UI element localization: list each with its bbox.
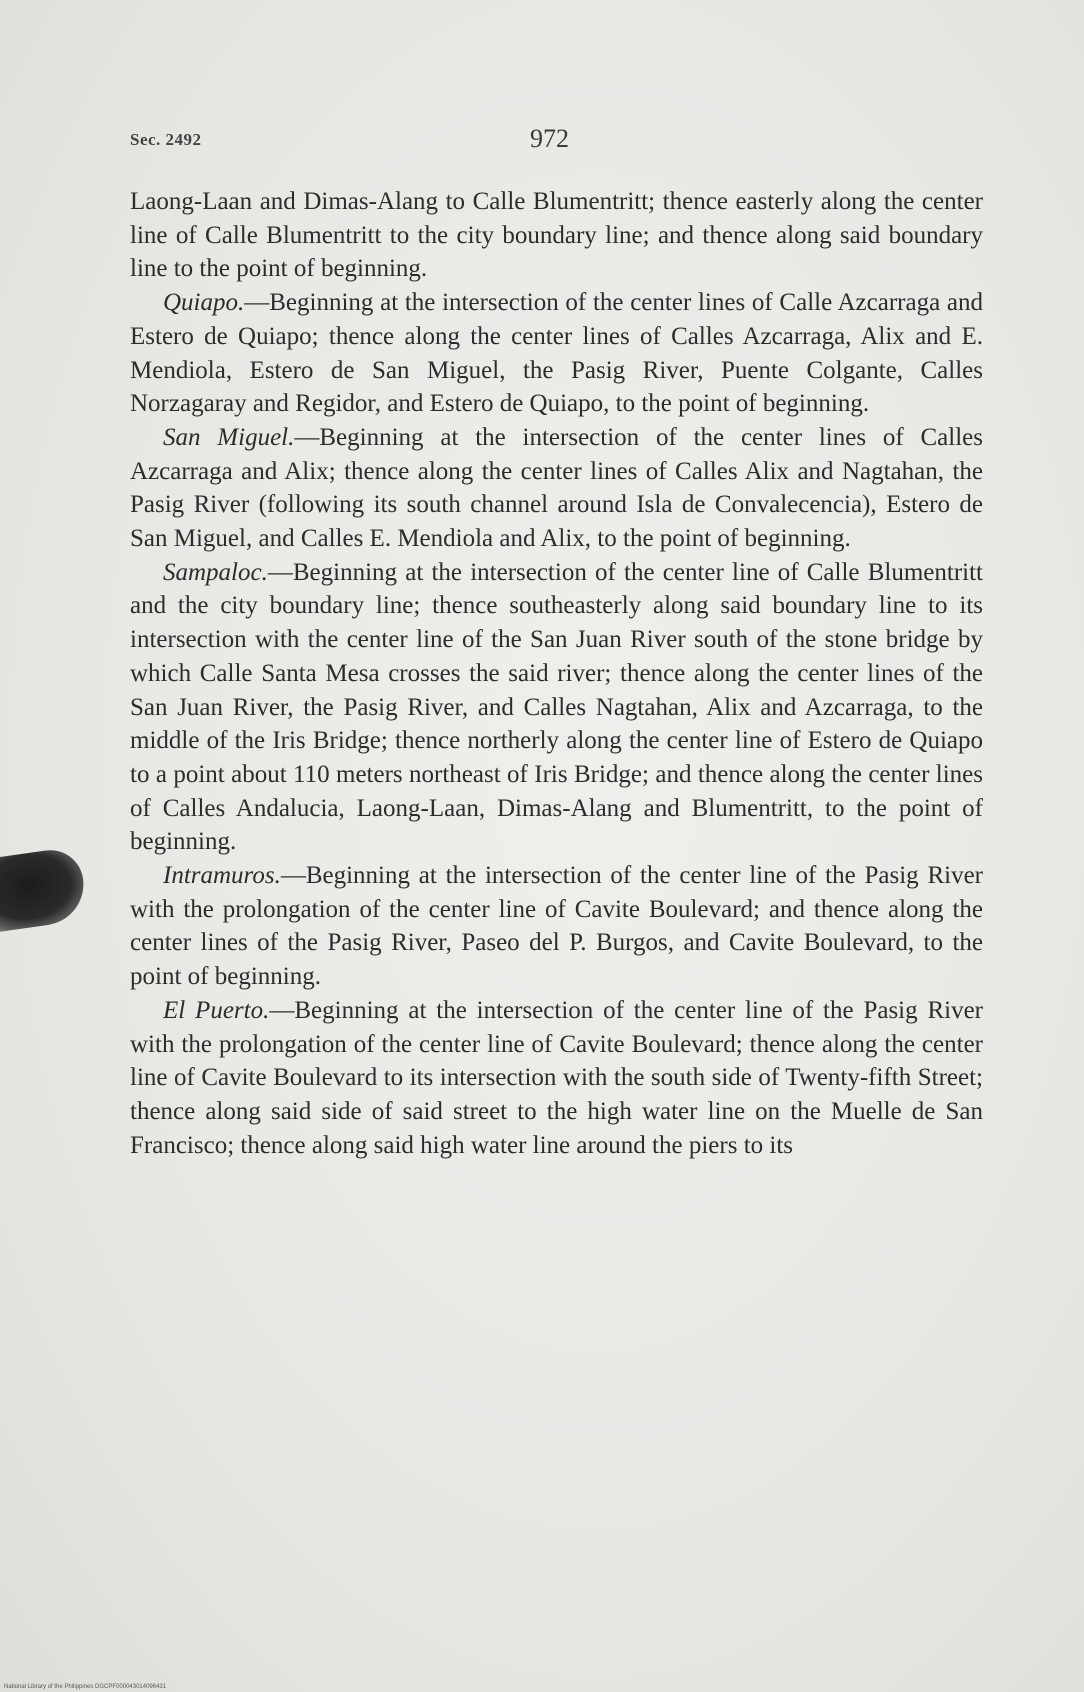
section-reference: Sec. 2492 — [130, 130, 202, 149]
scanner-thumb-shadow — [0, 846, 89, 932]
paragraph-text: —Beginning at the intersection of the center line of Calle Blumentritt and the city boundary line; thence southeasterly along said boundary line to its intersection with the center line of the San Juan River south of the stone bridge by which Calle Santa Mesa crosses the said river; thence along the center lines of the San Juan River, the Pasig River, and Calles Nagtahan, Alix and Azcarraga, to the middle of the Iris Bridge; thence northerly along the center line of Estero de Quiapo to a point about 110 meters northeast of Iris Bridge; and thence along the center lines of Calles Andalucia, Laong-Laan, Dimas-Alang and Blumentritt, to the point of beginning. — [130, 558, 983, 856]
paragraph-san-miguel — [130, 421, 983, 556]
paragraph-sampaloc — [130, 556, 983, 859]
paragraph-quiapo — [130, 286, 983, 421]
paragraph-title: Quiapo. — [163, 289, 245, 317]
paragraph-text: Laong-Laan and Dimas-Alang to Calle Blumentritt; thence easterly along the center line of Calle Blumentritt to the city boundary line; and thence along said boundary line to the point of beginning. — [130, 188, 983, 283]
paragraph-title: Intramuros. — [163, 862, 281, 890]
page-number: 972 — [530, 124, 569, 153]
paragraph-title: San Miguel. — [163, 423, 295, 451]
scan-footer-label: National Library of the Philippines DGCPF000043014096431 — [4, 1684, 167, 1690]
paragraph-el-puerto — [130, 994, 983, 1163]
page-header — [130, 124, 980, 156]
paragraph-title: El Puerto. — [163, 996, 270, 1024]
paragraph-intramuros — [130, 859, 983, 994]
body-text — [130, 185, 983, 1162]
paragraph-text: —Beginning at the intersection of the center lines of Calles Azcarraga and Alix; thence along the center lines of Calles Alix and Nagtahan, the Pasig River (following its south channel around Isla de Convalecencia), Estero de San Miguel, and Calles E. Mendiola and Alix, to the point of beginning. — [130, 423, 983, 553]
paragraph-text: —Beginning at the intersection of the center line of the Pasig River with the prolongation of the center line of Cavite Boulevard; thence along the center line of Cavite Boulevard to its intersection with the south side of Twenty-fifth Street; thence along said side of said street to the high water line on the Muelle de San Francisco; thence along said high water line around the piers to its — [130, 996, 983, 1159]
paragraph-title: Sampaloc. — [163, 558, 268, 586]
paragraph-text: —Beginning at the intersection of the center line of the Pasig River with the prolongation of the center line of Cavite Boulevard; and thence along the center lines of the Pasig River, Paseo del P. Burgos, and Cavite Boulevard, to the point of beginning. — [130, 862, 983, 991]
paragraph-text: —Beginning at the intersection of the center lines of Calle Azcarraga and Estero de Quiapo; thence along the center lines of Calles Azcarraga, Alix and E. Mendiola, Estero de San Miguel, the Pasig River, Puente Colgante, Calles Norzagaray and Regidor, and Estero de Quiapo, to the point of beginning. — [130, 289, 983, 418]
paragraph-continuation — [130, 185, 983, 286]
